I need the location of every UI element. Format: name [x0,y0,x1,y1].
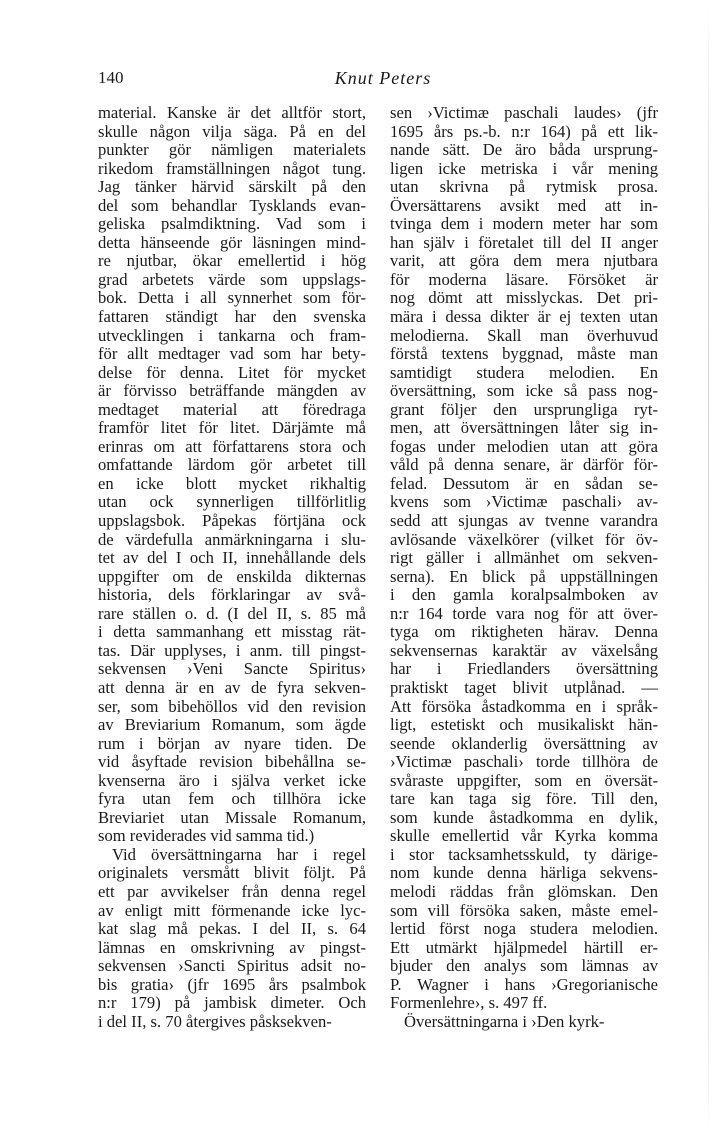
text-line: lertid först noga studera melodien. [390,920,658,939]
text-line: av enligt mitt förmenande icke lyc- [98,901,366,920]
text-line: men, att översättningen låter sig in- [390,419,658,438]
text-line: P. Wagner i hans ›Gregorianische [390,975,658,994]
text-line: sekvensernas karaktär av växelsång [390,641,658,660]
text-line: Formenlehre›, s. 497 ff. [390,994,548,1013]
text-line: lämnas en omskrivning av pingst- [98,938,366,957]
text-line: i del II, s. 70 återgives påsksekven- [98,1012,332,1031]
text-line: n:r 164 torde vara nog för att över- [390,604,658,623]
text-line: re njutbar, ökar emellertid i hög [98,252,366,271]
text-line: grant följer den ursprungliga ryt- [390,400,658,419]
text-line: utvecklingen i tankarna och fram- [98,326,366,345]
text-line: Att försöka åstadkomma en i språk- [390,697,658,716]
text-line: vid åsyftade revision bibehållna se- [98,753,366,772]
text-line: utan skrivna på rytmisk prosa. [390,178,658,197]
text-line: har i Friedlanders översättning [390,660,658,679]
text-line: en icke blott mycket rikhaltig [98,474,366,493]
text-line: tyga om riktigheten härav. Denna [390,623,658,642]
left-text-column [98,104,366,1031]
text-line: nande sätt. De äro båda ursprung- [390,141,658,160]
text-line: fogas under melodien utan att göra [390,437,658,456]
text-line: svåraste uppgifter, som en översät- [390,771,658,790]
text-line: historia, dels förklaringar av svå- [98,586,366,605]
text-line: bok. Detta i all synnerhet som för- [98,289,366,308]
text-line: fyra utan fem och tillhöra icke [98,790,366,809]
text-line: sen ›Victimæ paschali laudes› (jfr [390,104,658,122]
text-line: tas. Där upplyses, i anm. till pingst- [98,641,366,660]
text-line: delse för denna. Litet för mycket [98,363,366,382]
text-line: praktiskt taget blivit utplånad. — [390,678,658,697]
text-line: kat slag må pekas. I del II, s. 64 [98,920,366,939]
page-header [98,68,668,92]
text-line: bjuder den analys som lämnas av [390,957,658,976]
text-line: originalets versmått blivit följt. På [98,864,366,883]
text-line: bis gratia› (jfr 1695 års psalmbok [98,975,366,994]
text-line: utan ock synnerligen tillförlitlig [98,493,366,512]
page-number: 140 [98,68,124,87]
text-line: de värdefulla anmärkningarna i slu- [98,530,366,549]
text-line: i den gamla koralpsalmboken av [390,586,658,605]
text-line: skulle någon vilja säga. På en del [98,122,366,141]
text-line: tet av del I och II, innehållande dels [98,549,366,568]
text-line: sedd att sjungas av tvenne varandra [390,512,658,531]
text-line: erinras om att författarens stora och [98,437,366,456]
text-line: rum i början av nyare tiden. De [98,734,366,753]
text-line: del som behandlar Tysklands evan- [98,196,366,215]
text-line: melodi räddas från glömskan. Den [390,882,658,901]
text-line: som kunde åstadkomma en dylik, [390,808,658,827]
text-line: han själv i företalet till del II anger [390,233,658,252]
text-line: tare kan taga sig före. Till den, [390,790,658,809]
text-line: är förvisso beträffande mängden av [98,382,366,401]
text-line: i stor tacksamhetsskuld, ty därige- [390,845,658,864]
text-line: för moderna läsare. Försöket är [390,270,658,289]
text-line: seende oklanderlig översättning av [390,734,658,753]
text-line: material. Kanske är det alltför stort, [98,104,366,122]
text-line: varit, att göra dem mera njutbara [390,252,658,271]
text-line: av Breviarium Romanum, som ägde [98,716,366,735]
text-line: Jag tänker härvid särskilt på den [98,178,366,197]
text-line: sekvensen ›Veni Sancte Spiritus› [98,660,366,679]
text-line: Breviariet utan Missale Romanum, [98,808,366,827]
text-line: rikedom framställningen något tung. [98,159,366,178]
text-line: punkter gör nämligen materialets [98,141,366,160]
text-line: geliska psalmdiktning. Vad som i [98,215,366,234]
right-text-column [390,104,658,1031]
text-line: Vid översättningarna har i regel [112,845,366,864]
text-line: serna). En blick på uppställningen [390,567,658,586]
text-line: nog dömt att misslyckas. Det pri- [390,289,658,308]
text-line: våld på denna senare, är därför för- [390,456,658,475]
text-line: 1695 års ps.-b. n:r 164) på ett lik- [390,122,658,141]
text-line: ett par avvikelser från denna regel [98,882,366,901]
text-line: för allt medtager vad som har bety- [98,345,366,364]
text-line: uppgifter om de enskilda dikternas [98,567,366,586]
page-edge-shadow [708,0,709,1134]
text-line: rare ställen o. d. (I del II, s. 85 må [98,604,366,623]
text-line: ligen icke metriska i vår mening [390,159,658,178]
text-line: grad arbetets värde som uppslags- [98,270,366,289]
text-line: i detta sammanhang ett misstag rät- [98,623,366,642]
text-line: ligt, estetiskt och musikaliskt hän- [390,716,658,735]
text-line: som reviderades vid samma tid.) [98,827,315,846]
text-line: kvens som ›Victimæ paschali› av- [390,493,658,512]
text-line: Översättningarna i ›Den kyrk- [404,1012,605,1031]
text-line: ›Victimæ paschali› torde tillhöra de [390,753,658,772]
running-title: Knut Peters [334,68,432,88]
text-line: kvenserna äro i själva verket icke [98,771,366,790]
text-line: avlösande växelkörer (vilket för öv- [390,530,658,549]
text-line: Översättarens avsikt med att in- [390,196,658,215]
text-line: ser, som bibehöllos vid den revision [98,697,366,716]
text-line: att denna är en av de fyra sekven- [98,678,366,697]
text-line: nom kunde denna härliga sekvens- [390,864,658,883]
text-line: översättning, som icke så pass nog- [390,382,658,401]
text-line: fattaren ständigt har den svenska [98,308,366,327]
text-line: omfattande lärdom gör arbetet till [98,456,366,475]
text-line: mära i dessa dikter är ej texten utan [390,308,658,327]
text-line: n:r 179) på jambisk dimeter. Och [98,994,366,1013]
text-line: förstå textens byggnad, måste man [390,345,658,364]
text-line: framför litet för litet. Därjämte må [98,419,366,438]
text-line: melodierna. Skall man överhuvud [390,326,658,345]
text-line: sekvensen ›Sancti Spiritus adsit no- [98,957,366,976]
text-line: skulle emellertid vår Kyrka komma [390,827,658,846]
text-line: uppslagsbok. Påpekas förtjäna ock [98,512,366,531]
text-line: medtaget material att föredraga [98,400,366,419]
text-line: detta hänseende gör läsningen mind- [98,233,366,252]
text-line: rigt gäller i allmänhet om sekven- [390,549,658,568]
text-line: samtidigt studera melodien. En [390,363,658,382]
text-line: tvinga dem i modern meter har som [390,215,658,234]
text-line: Ett utmärkt hjälpmedel härtill er- [390,938,658,957]
text-line: som vill försöka saken, måste emel- [390,901,658,920]
text-line: felad. Dessutom är en sådan se- [390,474,658,493]
